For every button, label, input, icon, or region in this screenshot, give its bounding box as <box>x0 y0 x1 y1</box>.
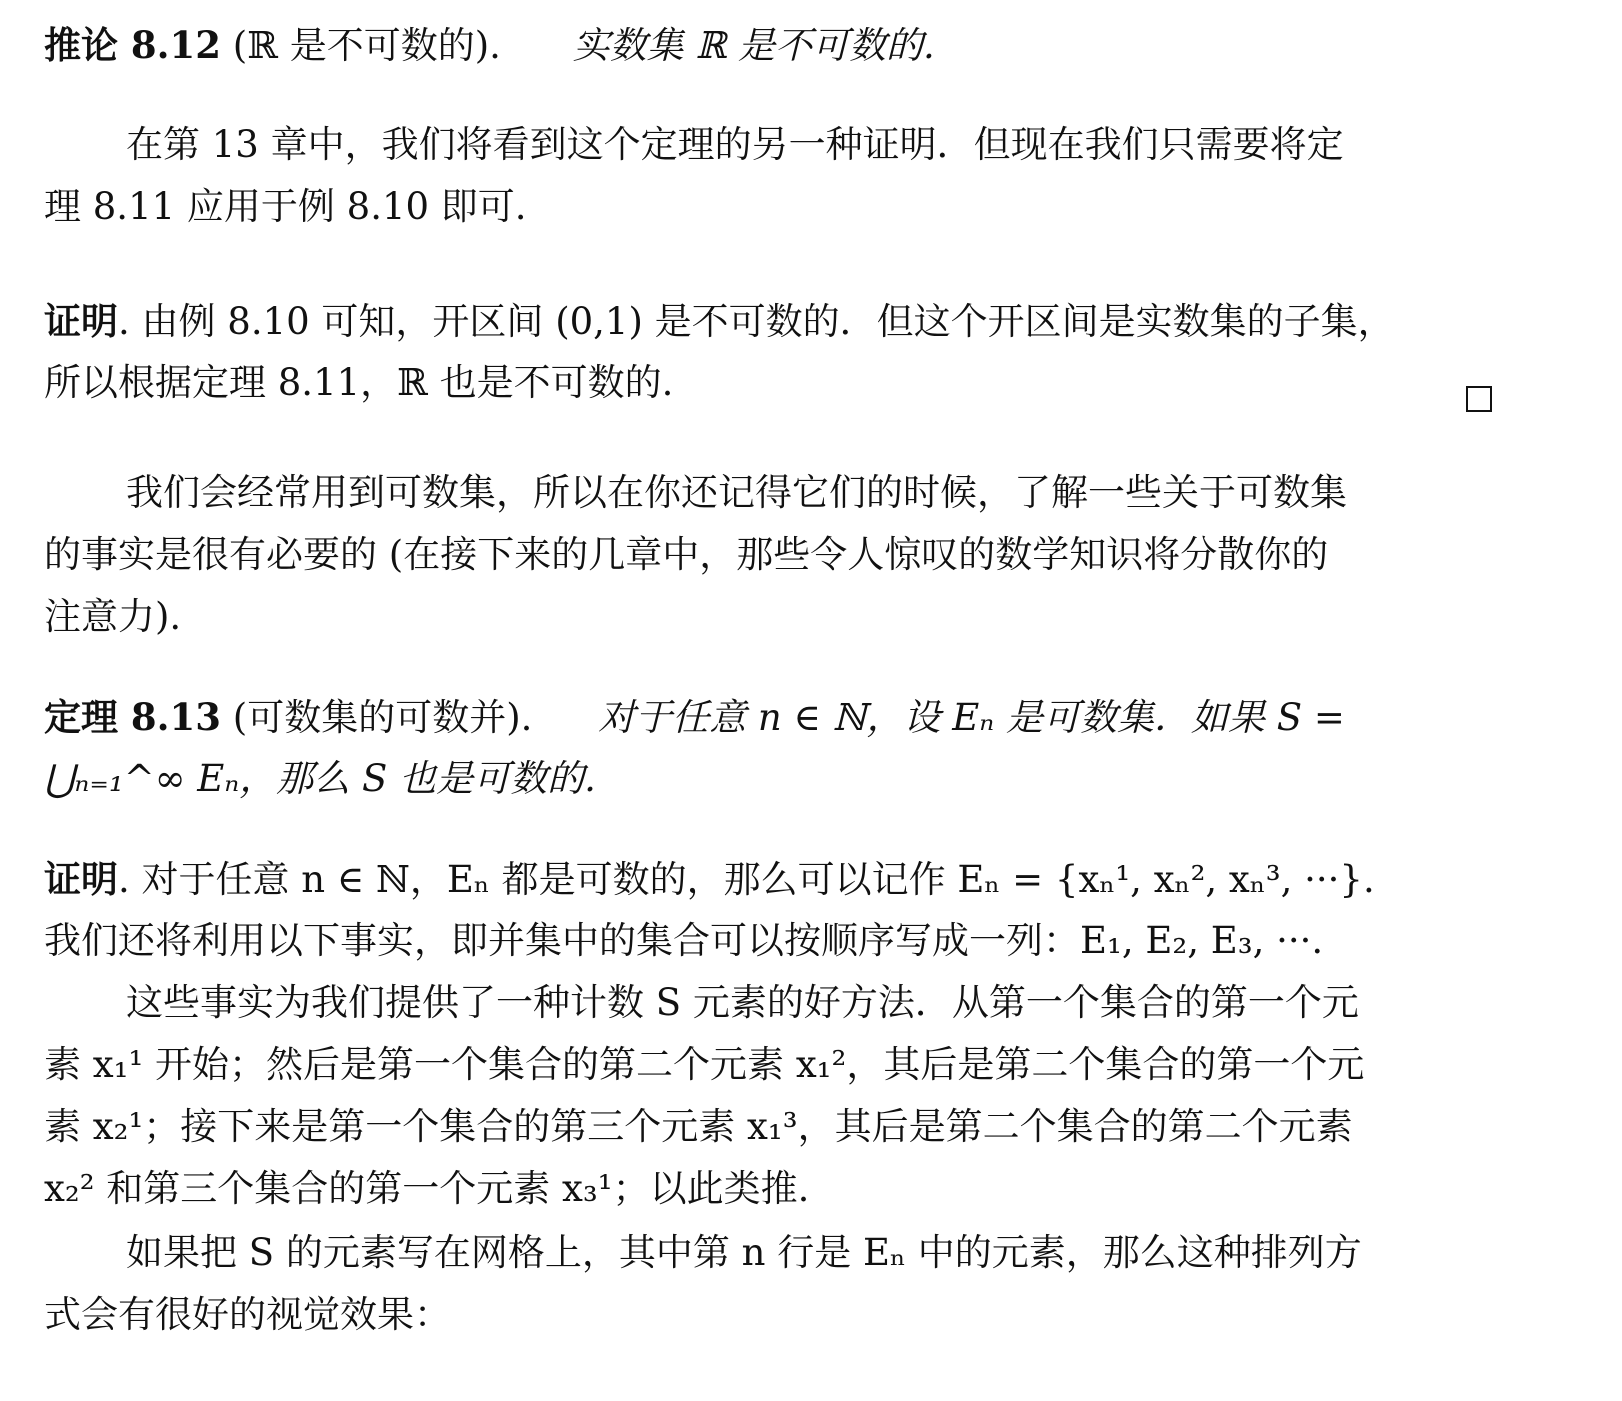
theorem-statement-2: ⋃ₙ₌₁^∞ Eₙ，那么 S 也是可数的. <box>44 757 596 800</box>
remark-line-1: 在第 13 章中，我们将看到这个定理的另一种证明．但现在我们只需要将定 <box>126 123 1344 166</box>
intro-line-3: 注意力). <box>44 595 182 638</box>
proof1-line-1 <box>44 290 1395 352</box>
proof2-line-2: 我们还将利用以下事实，即并集中的集合可以按顺序写成一列：E₁, E₂, E₃, ···. <box>44 919 1324 962</box>
remark-line-2: 理 8.11 应用于例 8.10 即可. <box>44 185 527 228</box>
proof2-p2-line-1: 这些事实为我们提供了一种计数 S 元素的好方法．从第一个集合的第一个元 <box>126 981 1359 1024</box>
intro-line-1: 我们会经常用到可数集，所以在你还记得它们的时候，了解一些关于可数集 <box>126 471 1347 514</box>
theorem-label: 定理 8.13 <box>44 695 221 739</box>
proof2-text-1: . 对于任意 n ∈ ℕ，Eₙ 都是可数的，那么可以记作 Eₙ = {xₙ¹, xₙ², xₙ³, ···}. <box>118 858 1375 901</box>
theorem-statement-1: 对于任意 n ∈ ℕ，设 Eₙ 是可数集．如果 S = <box>598 696 1345 739</box>
proof2-p2-line-3: 素 x₂¹；接下来是第一个集合的第三个元素 x₁³，其后是第二个集合的第二个元素 <box>44 1105 1353 1148</box>
proof1-label: 证明 <box>44 299 118 343</box>
proof1-line-2: 所以根据定理 8.11，ℝ 也是不可数的. <box>44 361 674 404</box>
proof2-p2-line-2: 素 x₁¹ 开始；然后是第一个集合的第二个元素 x₁²，其后是第二个集合的第一个元 <box>44 1043 1365 1086</box>
proof1-text-1: . 由例 8.10 可知，开区间 (0,1) 是不可数的．但这个开区间是实数集的子集， <box>118 300 1395 343</box>
qed-box-icon <box>1466 386 1492 412</box>
corollary-name: (ℝ 是不可数的). <box>232 24 501 67</box>
corollary-label: 推论 8.12 <box>44 23 221 67</box>
proof2-line-1 <box>44 848 1375 910</box>
proof2-p3-line-2: 式会有很好的视觉效果： <box>44 1293 451 1336</box>
theorem-8-13 <box>44 686 1345 748</box>
proof2-p2-line-4: x₂² 和第三个集合的第一个元素 x₃¹；以此类推. <box>44 1167 810 1210</box>
proof2-label: 证明 <box>44 857 118 901</box>
corollary-8-12 <box>44 14 935 76</box>
intro-line-2: 的事实是很有必要的 (在接下来的几章中，那些令人惊叹的数学知识将分散你的 <box>44 533 1329 576</box>
proof2-p3-line-1: 如果把 S 的元素写在网格上，其中第 n 行是 Eₙ 中的元素，那么这种排列方 <box>126 1231 1362 1274</box>
corollary-statement: 实数集 ℝ 是不可数的. <box>572 24 935 67</box>
theorem-name: (可数集的可数并). <box>232 696 533 739</box>
